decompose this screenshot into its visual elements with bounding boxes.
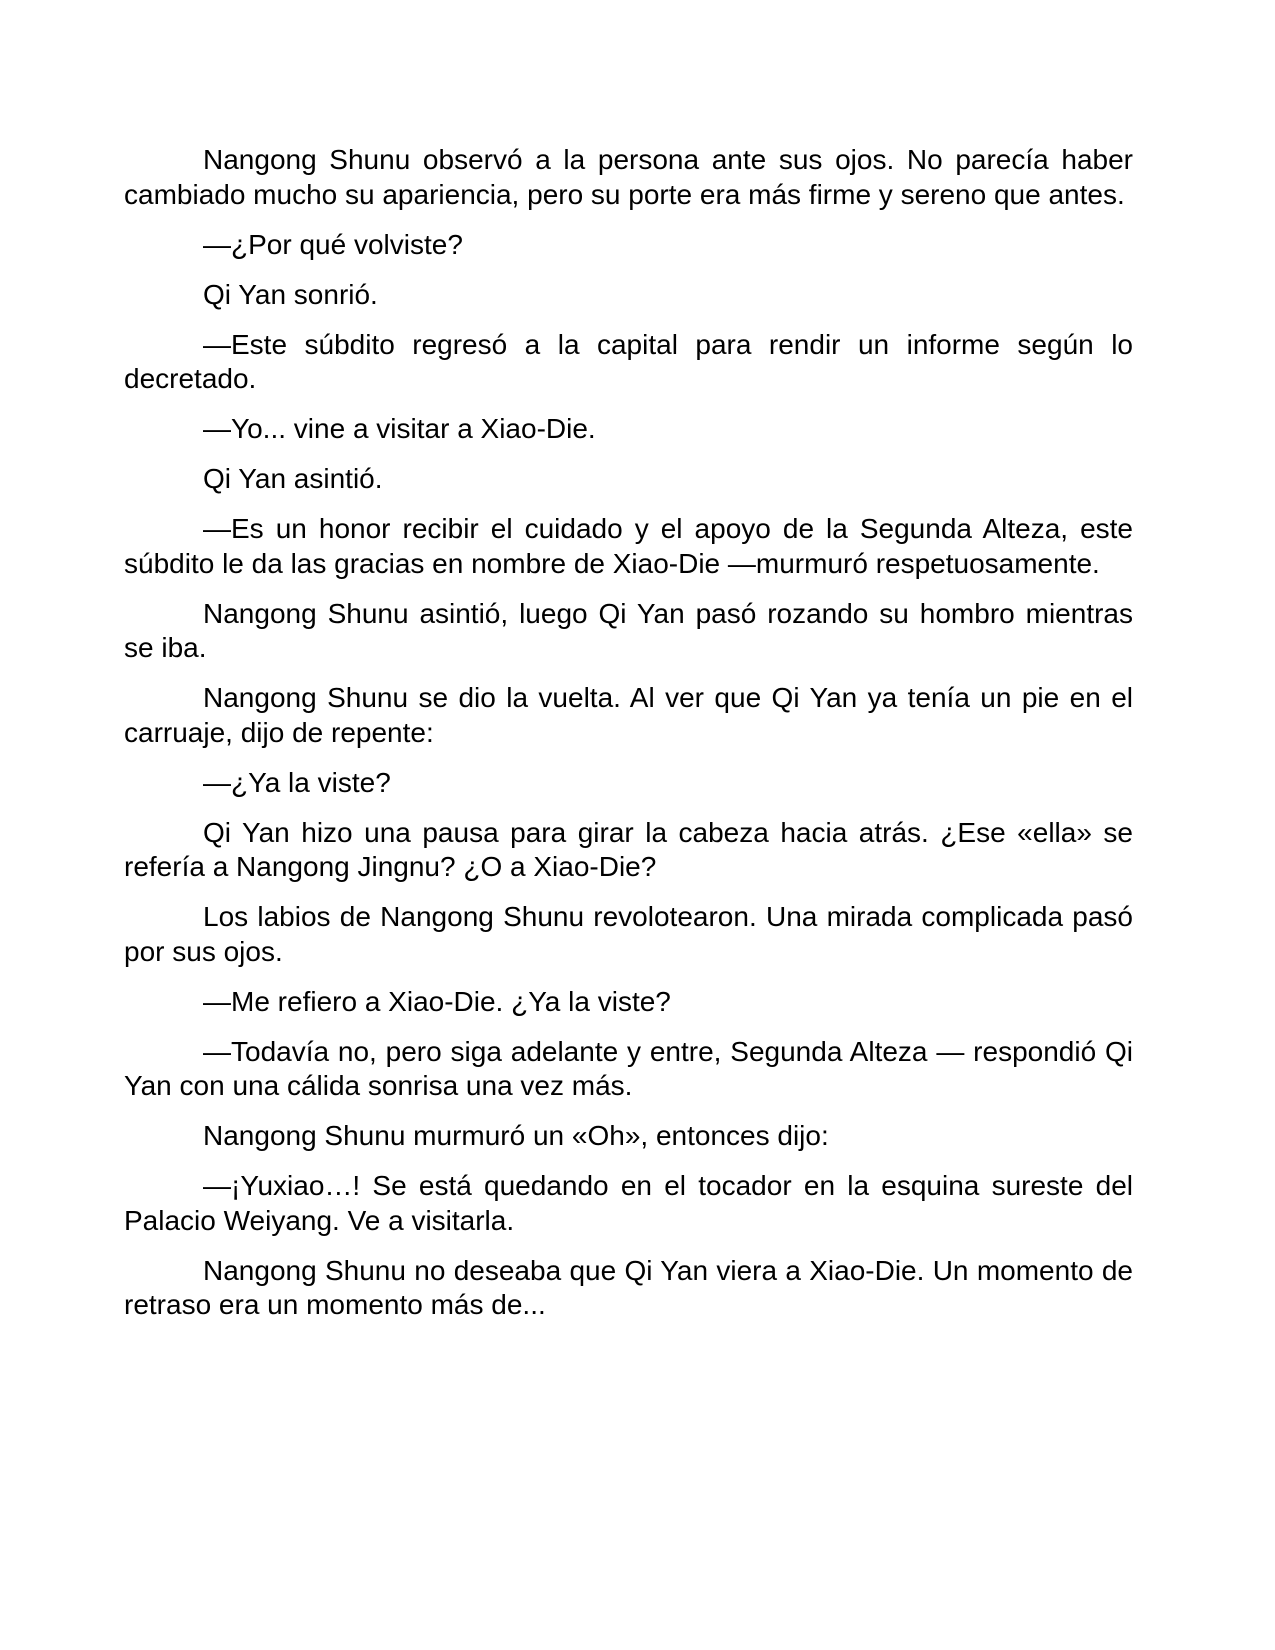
paragraph: Qi Yan sonrió. — [203, 278, 378, 310]
paragraph: —Es un honor recibir el cuidado y el apoyo de la Segunda Alteza, este súbdito le da las gracias en nombre de Xiao-Die —murmuró respetuosamente. — [124, 513, 1133, 579]
paragraph: Nangong Shunu observó a la persona ante sus ojos. No parecía haber cambiado mucho su apariencia, pero su porte era más firme y sereno que antes. — [124, 144, 1133, 210]
paragraph: —¿Por qué volviste? — [203, 228, 463, 260]
paragraph: —¡Yuxiao…! Se está quedando en el tocador en la esquina sureste del Palacio Weiyang. Ve a visitarla. — [124, 1170, 1133, 1236]
paragraph: —Todavía no, pero siga adelante y entre, Segunda Alteza — respondió Qi Yan con una cálida sonrisa una vez más. — [124, 1035, 1133, 1101]
paragraph: Nangong Shunu se dio la vuelta. Al ver que Qi Yan ya tenía un pie en el carruaje, dijo de repente: — [124, 682, 1133, 748]
paragraph: Nangong Shunu murmuró un «Oh», entonces dijo: — [203, 1120, 829, 1151]
paragraph: —Yo... vine a visitar a Xiao-Die. — [203, 413, 596, 444]
document-page — [124, 143, 1133, 1338]
paragraph: —Este súbdito regresó a la capital para rendir un informe según lo decretado. — [124, 328, 1133, 394]
paragraph: —Me refiero a Xiao-Die. ¿Ya la viste? — [203, 985, 671, 1017]
paragraph: Nangong Shunu no deseaba que Qi Yan viera a Xiao-Die. Un momento de retraso era un momento más de... — [124, 1254, 1133, 1320]
paragraph: Nangong Shunu asintió, luego Qi Yan pasó rozando su hombro mientras se iba. — [124, 597, 1133, 663]
paragraph: Qi Yan hizo una pausa para girar la cabeza hacia atrás. ¿Ese «ella» se refería a Nangong Jingnu? ¿O a Xiao-Die? — [124, 816, 1133, 882]
paragraph: Qi Yan asintió. — [203, 463, 383, 494]
paragraph: —¿Ya la viste? — [203, 766, 391, 798]
paragraph: Los labios de Nangong Shunu revolotearon. Una mirada complicada pasó por sus ojos. — [124, 901, 1133, 967]
